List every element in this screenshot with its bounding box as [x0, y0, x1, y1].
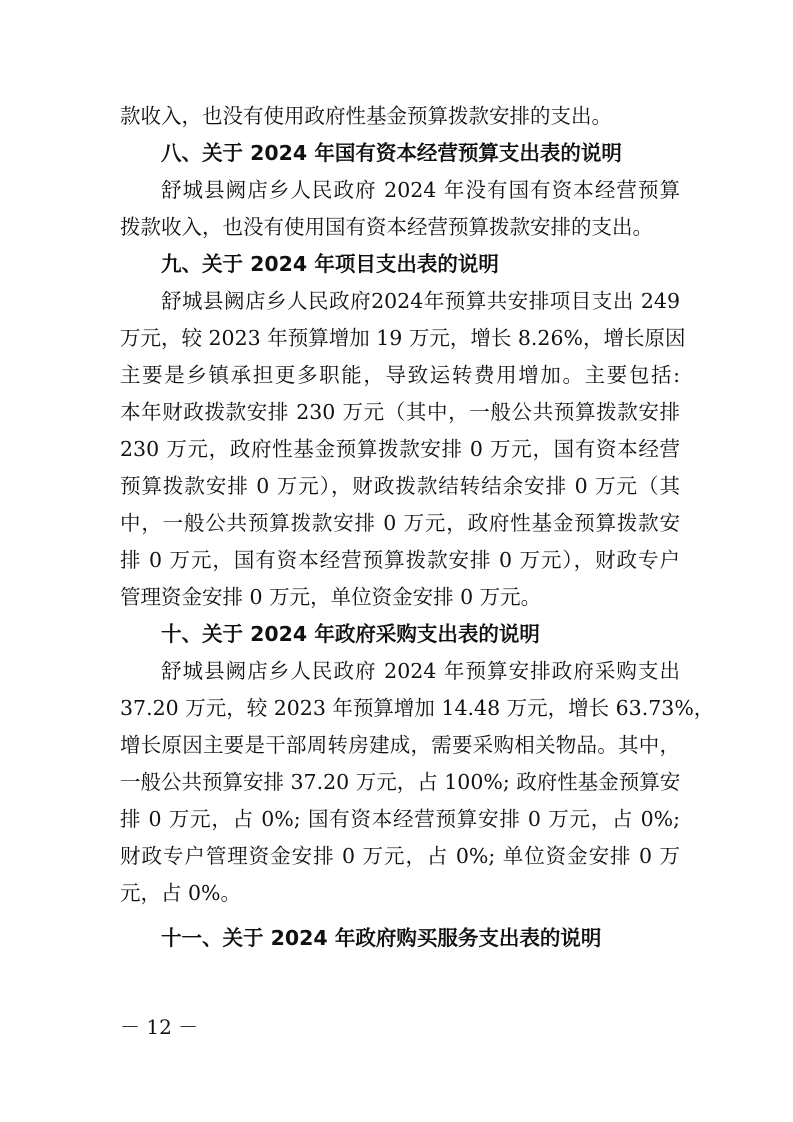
paragraph-line: 管理资金安排 0 万元，单位资金安排 0 万元。 — [120, 585, 542, 609]
paragraph-line: 排 0 万元，占 0%; 国有资本经营预算安排 0 万元，占 0%; — [120, 807, 680, 831]
paragraph-line: 拨款收入，也没有使用国有资本经营预算拨款安排的支出。 — [120, 215, 653, 239]
paragraph-line: 元，占 0%。 — [120, 881, 242, 905]
paragraph-line: 本年财政拨款安排 230 万元（其中，一般公共预算拨款安排 — [120, 400, 680, 424]
paragraph-line: 预算拨款安排 0 万元），财政拨款结转结余安排 0 万元（其 — [120, 474, 680, 498]
section-heading-8: 八、关于 2024 年国有资本经营预算支出表的说明 — [161, 141, 622, 165]
paragraph-line: 主要是乡镇承担更多职能，导致运转费用增加。主要包括: — [120, 363, 680, 387]
paragraph-line: 财政专户管理资金安排 0 万元，占 0%; 单位资金安排 0 万 — [120, 844, 680, 868]
section-heading-10: 十、关于 2024 年政府采购支出表的说明 — [161, 622, 540, 646]
paragraph-line: 增长原因主要是干部周转房建成，需要采购相关物品。其中， — [120, 733, 680, 757]
page-body — [120, 98, 715, 957]
paragraph-line: 37.20 万元，较 2023 年预算增加 14.48 万元，增长 63.73%， — [120, 696, 715, 720]
paragraph-line: 230 万元，政府性基金预算拨款安排 0 万元，国有资本经营 — [120, 437, 680, 461]
paragraph-line: 中，一般公共预算拨款安排 0 万元，政府性基金预算拨款安 — [120, 511, 680, 535]
paragraph-line: 一般公共预算安排 37.20 万元，占 100%; 政府性基金预算安 — [120, 770, 681, 794]
section-heading-9: 九、关于 2024 年项目支出表的说明 — [161, 252, 499, 276]
paragraph-line: 排 0 万元，国有资本经营预算拨款安排 0 万元），财政专户 — [120, 548, 680, 572]
paragraph-line: 款收入，也没有使用政府性基金预算拨款安排的支出。 — [120, 104, 612, 128]
paragraph-line: 舒城县阙店乡人民政府2024年预算共安排项目支出 249 — [161, 289, 680, 313]
page-number: － 12 － — [120, 1015, 199, 1039]
section-heading-11: 十一、关于 2024 年政府购买服务支出表的说明 — [161, 926, 602, 950]
paragraph-line: 舒城县阙店乡人民政府 2024 年预算安排政府采购支出 — [161, 659, 680, 683]
paragraph-line: 舒城县阙店乡人民政府 2024 年没有国有资本经营预算 — [161, 178, 680, 202]
paragraph-line: 万元，较 2023 年预算增加 19 万元，增长 8.26%，增长原因 — [120, 326, 686, 350]
